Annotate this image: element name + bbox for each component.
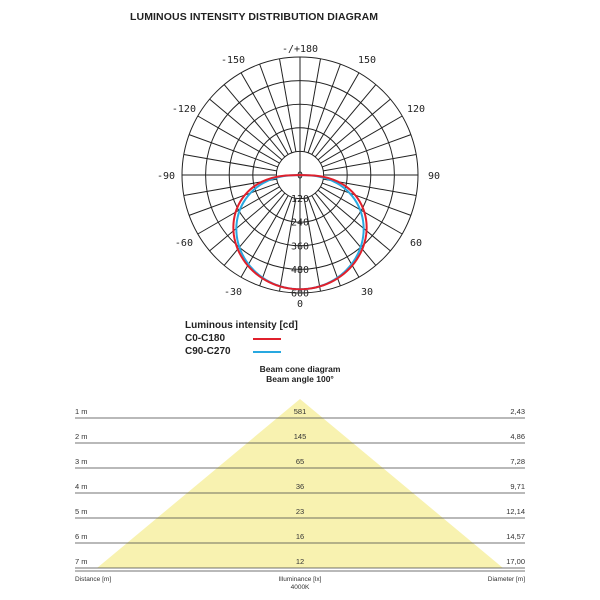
polar-angle-label: 150: [357, 54, 377, 66]
row-illuminance: 23: [295, 507, 305, 516]
polar-angle-label: -60: [174, 238, 193, 249]
row-diameter: 12,14: [506, 507, 525, 516]
polar-angle-label: -30: [223, 287, 243, 299]
row-distance: 1 m: [75, 407, 88, 416]
row-illuminance: 65: [295, 457, 305, 466]
footer-diameter: Diameter [m]: [487, 576, 525, 583]
row-diameter: 4,86: [510, 432, 525, 441]
row-distance: 4 m: [75, 482, 88, 491]
polar-radial-label: 360: [290, 241, 310, 253]
page-title: LUMINOUS INTENSITY DISTRIBUTION DIAGRAM: [130, 11, 379, 23]
row-diameter: 14,57: [506, 532, 525, 541]
polar-radial-label: 240: [290, 217, 310, 229]
polar-angle-label: 120: [407, 104, 426, 115]
row-illuminance: 16: [295, 532, 305, 541]
legend-label: C0-C180: [185, 333, 226, 344]
beam-subtitle: Beam angle 100°: [266, 374, 334, 384]
row-illuminance: 36: [295, 482, 305, 491]
polar-angle-label: -/+180: [281, 44, 319, 55]
footer-distance: Distance [m]: [75, 576, 112, 583]
row-distance: 3 m: [75, 457, 88, 466]
row-distance: 7 m: [75, 557, 88, 566]
row-diameter: 17,00: [506, 557, 525, 566]
polar-radial-label: 600: [290, 288, 310, 300]
polar-angle-label: 30: [360, 287, 374, 299]
row-diameter: 7,28: [510, 457, 525, 466]
row-diameter: 2,43: [510, 407, 525, 416]
row-illuminance: 145: [293, 432, 307, 441]
polar-angle-label: 0: [296, 299, 304, 310]
row-illuminance: 581: [293, 407, 307, 416]
legend-title: Luminous intensity [cd]: [185, 320, 298, 331]
row-distance: 5 m: [75, 507, 88, 516]
row-illuminance: 12: [295, 557, 305, 566]
polar-angle-label: -150: [220, 54, 246, 66]
polar-radial-label: 480: [290, 264, 310, 276]
beam-title: Beam cone diagram: [259, 364, 341, 374]
polar-radial-label: 120: [290, 194, 310, 206]
footer-cct: 4000K: [290, 584, 310, 591]
polar-angle-label: 60: [410, 238, 423, 249]
row-diameter: 9,71: [510, 482, 525, 491]
footer-illuminance: Illuminance [lx]: [278, 576, 322, 583]
row-distance: 6 m: [75, 532, 88, 541]
polar-angle-label: -120: [171, 104, 196, 115]
polar-radial-label: 0: [296, 170, 304, 182]
polar-angle-label: 90: [427, 171, 441, 182]
legend-label: C90-C270: [185, 346, 231, 357]
row-distance: 2 m: [75, 432, 88, 441]
polar-angle-label: -90: [156, 171, 176, 182]
